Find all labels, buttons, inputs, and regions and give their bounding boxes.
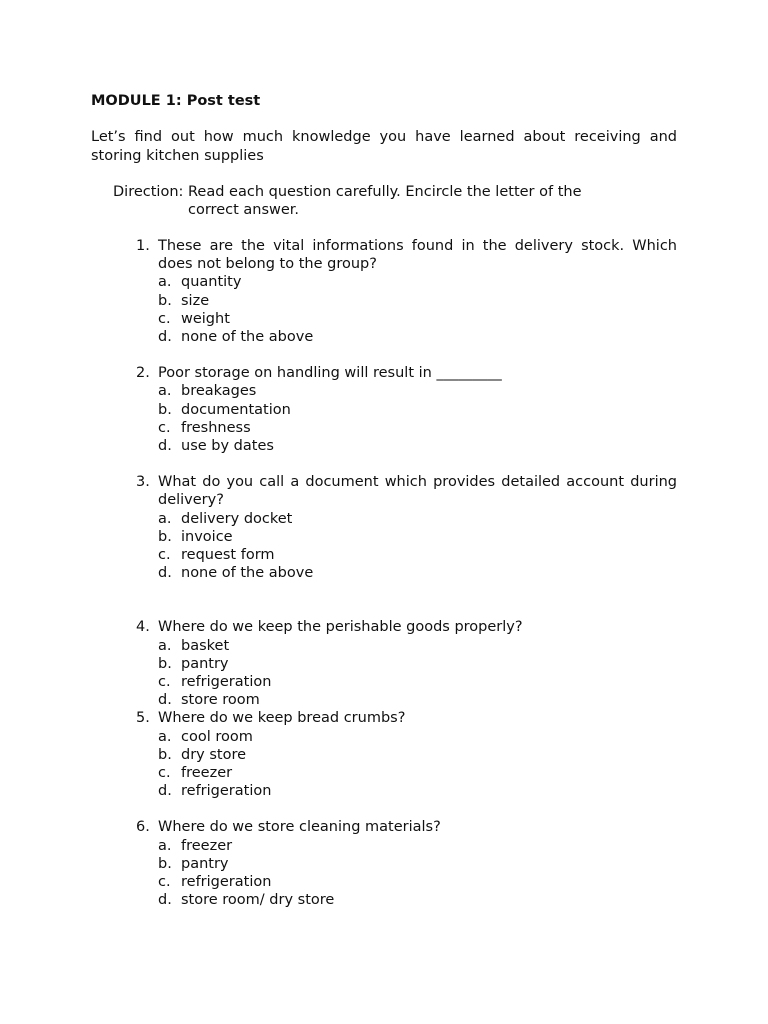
option-letter: c. xyxy=(158,310,171,327)
question-3 xyxy=(91,473,677,582)
option-text: pantry xyxy=(181,855,229,872)
page-title: MODULE 1: Post test xyxy=(91,93,261,109)
option-letter: d. xyxy=(158,892,172,909)
option-item[interactable] xyxy=(158,655,677,673)
option-text: refrigeration xyxy=(181,874,272,891)
question-number: 3. xyxy=(136,474,150,491)
option-text: delivery docket xyxy=(181,510,293,527)
direction-block xyxy=(113,183,677,219)
question-text: These are the vital informations found in the delivery stock. Which does not belong to the group? xyxy=(158,238,677,273)
option-list xyxy=(158,382,677,455)
option-item[interactable] xyxy=(158,873,677,891)
option-item[interactable] xyxy=(158,546,677,564)
option-item[interactable] xyxy=(158,328,677,346)
option-letter: c. xyxy=(158,547,171,564)
option-letter: c. xyxy=(158,874,171,891)
option-text: none of the above xyxy=(181,565,314,582)
option-text: pantry xyxy=(181,655,229,672)
option-letter: b. xyxy=(158,855,172,872)
option-item[interactable] xyxy=(158,382,677,400)
option-list xyxy=(158,273,677,346)
option-letter: c. xyxy=(158,674,171,691)
option-text: quantity xyxy=(181,274,242,291)
option-item[interactable] xyxy=(158,728,677,746)
option-list xyxy=(158,510,677,583)
option-letter: a. xyxy=(158,728,172,745)
option-item[interactable] xyxy=(158,637,677,655)
option-text: basket xyxy=(181,637,230,654)
option-text: breakages xyxy=(181,383,257,400)
option-letter: c. xyxy=(158,765,171,782)
option-letter: b. xyxy=(158,528,172,545)
option-list xyxy=(158,728,677,801)
question-4 xyxy=(91,618,677,709)
intro-paragraph: Let’s find out how much knowledge you have learned about receiving and storing kitchen supplies xyxy=(91,129,677,164)
option-letter: c. xyxy=(158,419,171,436)
option-letter: a. xyxy=(158,274,172,291)
option-item[interactable] xyxy=(158,837,677,855)
option-item[interactable] xyxy=(158,419,677,437)
option-list xyxy=(158,837,677,910)
option-text: documentation xyxy=(181,401,291,418)
option-letter: a. xyxy=(158,510,172,527)
option-letter: b. xyxy=(158,746,172,763)
option-letter: b. xyxy=(158,292,172,309)
option-letter: b. xyxy=(158,401,172,418)
option-text: dry store xyxy=(181,746,247,763)
question-number: 4. xyxy=(136,619,150,636)
option-item[interactable] xyxy=(158,855,677,873)
option-letter: d. xyxy=(158,438,172,455)
option-item[interactable] xyxy=(158,528,677,546)
option-text: freezer xyxy=(181,765,233,782)
question-6 xyxy=(91,818,677,909)
option-text: store room xyxy=(181,692,260,709)
option-item[interactable] xyxy=(158,746,677,764)
option-text: use by dates xyxy=(181,438,274,455)
option-text: weight xyxy=(181,310,230,327)
option-item[interactable] xyxy=(158,564,677,582)
question-number: 6. xyxy=(136,819,150,836)
option-text: freezer xyxy=(181,837,233,854)
option-letter: a. xyxy=(158,837,172,854)
question-1 xyxy=(91,237,677,346)
option-text: store room/ dry store xyxy=(181,892,335,909)
question-text: Poor storage on handling will result in _________ xyxy=(158,365,502,382)
option-item[interactable] xyxy=(158,782,677,800)
question-text: What do you call a document which provides detailed account during delivery? xyxy=(158,474,677,509)
option-text: refrigeration xyxy=(181,783,272,800)
question-2 xyxy=(91,364,677,455)
option-text: size xyxy=(181,292,210,309)
option-text: request form xyxy=(181,547,275,564)
question-5 xyxy=(91,709,677,800)
option-text: refrigeration xyxy=(181,674,272,691)
question-number: 5. xyxy=(136,710,150,727)
question-list xyxy=(91,237,677,910)
option-item[interactable] xyxy=(158,691,677,709)
option-text: invoice xyxy=(181,528,233,545)
option-item[interactable] xyxy=(158,510,677,528)
document-page xyxy=(91,92,677,910)
direction-text: Read each question carefully. Encircle the letter of the correct answer. xyxy=(188,184,582,218)
option-letter: d. xyxy=(158,692,172,709)
option-list xyxy=(158,637,677,710)
option-letter: d. xyxy=(158,329,172,346)
direction-label: Direction: xyxy=(113,184,188,200)
option-item[interactable] xyxy=(158,891,677,909)
option-text: freshness xyxy=(181,419,251,436)
question-number: 2. xyxy=(136,365,150,382)
question-text: Where do we keep bread crumbs? xyxy=(158,710,406,727)
option-letter: d. xyxy=(158,565,172,582)
question-text: Where do we keep the perishable goods properly? xyxy=(158,619,523,636)
question-text: Where do we store cleaning materials? xyxy=(158,819,441,836)
option-text: cool room xyxy=(181,728,253,745)
option-item[interactable] xyxy=(158,273,677,291)
option-letter: b. xyxy=(158,655,172,672)
option-letter: d. xyxy=(158,783,172,800)
option-item[interactable] xyxy=(158,437,677,455)
question-number: 1. xyxy=(136,238,150,254)
option-item[interactable] xyxy=(158,764,677,782)
option-item[interactable] xyxy=(158,310,677,328)
option-item[interactable] xyxy=(158,292,677,310)
option-letter: a. xyxy=(158,637,172,654)
option-letter: a. xyxy=(158,383,172,400)
option-item[interactable] xyxy=(158,401,677,419)
option-item[interactable] xyxy=(158,673,677,691)
option-text: none of the above xyxy=(181,329,314,346)
